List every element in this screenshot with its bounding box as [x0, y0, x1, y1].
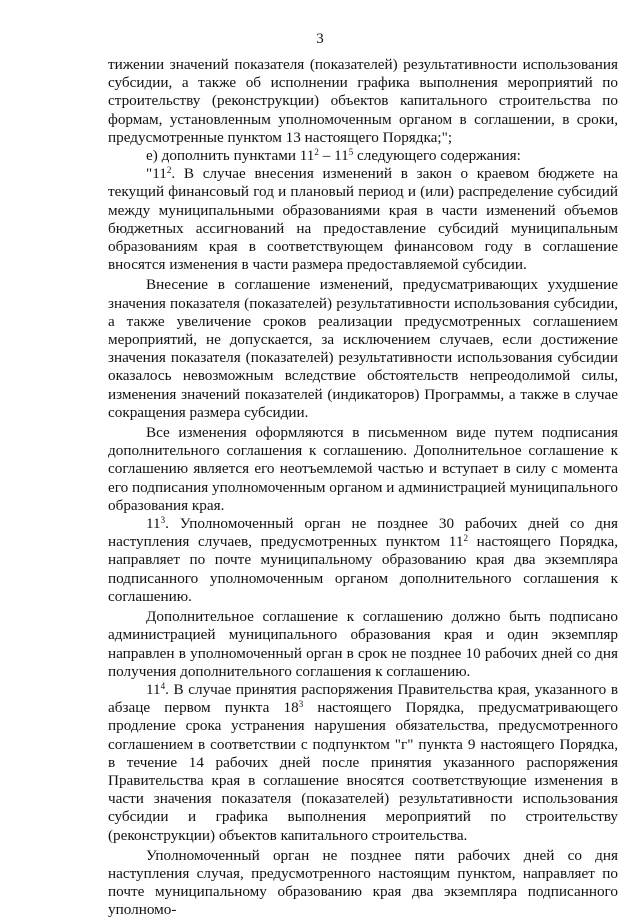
superscript: 2 — [314, 147, 319, 158]
paragraph-2 — [108, 147, 618, 165]
paragraph-text: "11 — [146, 165, 167, 183]
paragraph-7 — [108, 608, 618, 681]
superscript: 4 — [160, 680, 166, 691]
paragraph-9 — [108, 847, 618, 920]
paragraph-text: настоящего Порядка, предусматривающего продление срока устранения нарушения обязательства, предусмотренного соглашением в соответствии с подпунктом "г" пункта 9 настоящего Порядка, в течение 14 рабочих дней после принятия указанного распоряжения Правительства края в соглашение вносятся соответствующие изменения в части значения показателя (показателей) результативности использования субсидии и графика выполнения мероприятий по строительству (реконструкции) объектов капитального строительства. — [108, 699, 618, 844]
paragraph-text: тижении значений показателя (показателей) результативности использования субсидии, а также об исполнении графика выполнения мероприятий по строительству (реконструкции) объектов капитального строительства по формам, установленным уполномоченным органом в соглашении, в сроки, предусмотренные пунктом 13 настоящего Порядка;"; — [108, 56, 618, 146]
paragraph-text: 11 — [146, 680, 161, 698]
document-body — [108, 56, 618, 920]
paragraph-text: Дополнительное соглашение к соглашению должно быть подписано администрацией муниципального образования края и один экземпляр направлен в уполномоченный орган в срок не позднее 10 рабочих дней со дня получения дополнительного соглашения к соглашению. — [108, 608, 618, 680]
superscript: 5 — [348, 147, 354, 158]
superscript: 2 — [166, 165, 172, 176]
superscript: 3 — [298, 699, 304, 710]
paragraph-text: 11 — [146, 515, 161, 533]
paragraph-1 — [108, 56, 618, 147]
paragraph-4 — [108, 276, 618, 422]
superscript: 2 — [463, 533, 468, 544]
paragraph-text: е) дополнить пунктами 11 — [146, 147, 315, 165]
superscript: 3 — [160, 515, 166, 526]
paragraph-text: Уполномоченный орган не позднее пяти рабочих дней со дня наступления случая, предусмотренного настоящим пунктом, направляет по почте муниципальному образованию края два экземпляра подписанного уполномо- — [108, 846, 618, 919]
paragraph-3 — [108, 165, 618, 274]
paragraph-text: . Уполномоченный орган не позднее 30 рабочих дней со дня наступления случаев, предусмотренных пунктом 11 — [108, 515, 618, 551]
paragraph-text: – 11 — [318, 147, 349, 165]
paragraph-5 — [108, 424, 618, 515]
paragraph-text: настоящего Порядка, направляет по почте муниципальному образованию края два экземпляра подписанного уполномоченным органом дополнительного соглашения к соглашению. — [108, 533, 618, 605]
paragraph-text: Внесение в соглашение изменений, предусматривающих ухудшение значения показателя (показателей) результативности использования субсидии, а также увеличение сроков реализации предусмотренных соглашением мероприятий, не допускается, за исключением случаев, если достижение значения показателя (показателей) результативности использования субсидии оказалось невозможным вследствие обстоятельств непреодолимой силы, изменения значений показателей (индикаторов) Программы, а также в случае сокращения размера субсидии. — [108, 276, 618, 421]
paragraph-6 — [108, 515, 618, 606]
paragraph-text: . В случае внесения изменений в закон о краевом бюджете на текущий финансовый год и плановый период и (или) распределение субсидий между муниципальными образованиями края в части изменений объемов бюджетных ассигнований на предоставление субсидий муниципальным образованиям края в соответствующем финансовом году в соглашение вносятся изменения в части размера предоставляемой субсидии. — [108, 165, 618, 274]
paragraph-text: следующего содержания: — [353, 147, 521, 165]
paragraph-text: Все изменения оформляются в письменном виде путем подписания дополнительного соглашения к соглашению. Дополнительное соглашение к соглашению является его неотъемлемой частью и вступает в силу с момента его подписания уполномоченным органом и администрацией муниципального образования края. — [108, 424, 618, 514]
paragraph-text: . В случае принятия распоряжения Правительства края, указанного в абзаце первом пункта 18 — [108, 680, 618, 717]
page-number: 3 — [316, 31, 324, 47]
paragraph-8 — [108, 681, 618, 845]
